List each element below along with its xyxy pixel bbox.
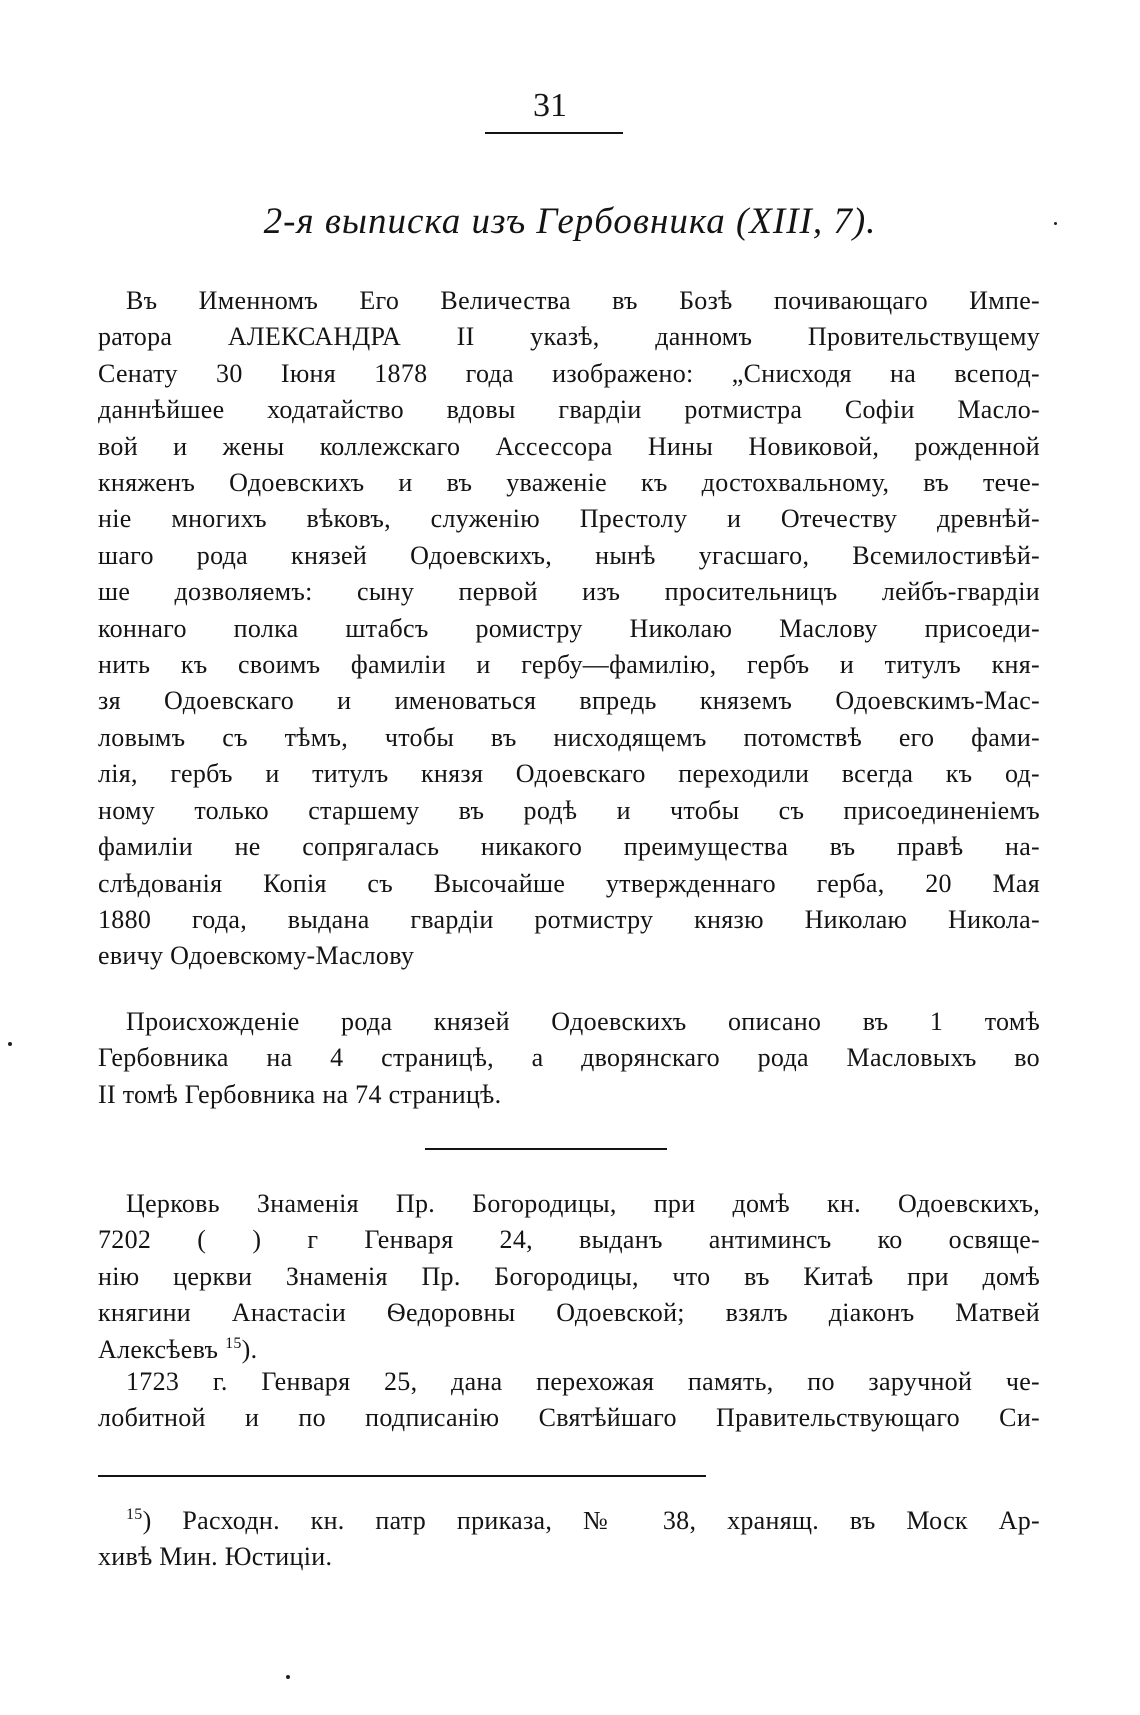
- text-fragment: ) Расходн. кн. патр приказа, № 38, хранящ. въ Моск Ар-: [142, 1506, 1040, 1535]
- text-line: II томѣ Гербовника на 74 страницѣ.: [98, 1079, 502, 1109]
- page-number: 31: [533, 87, 567, 124]
- text-line: Церковь Знаменія Пр. Богородицы, при домѣ кн. Одоевскихъ,: [126, 1189, 1040, 1218]
- text-line: зя Одоевскаго и именоваться впредь княземъ Одоевскимъ-Мас-: [98, 686, 1040, 716]
- text-line: лія, гербъ и титулъ князя Одоевскаго переходили всегда къ од-: [98, 759, 1040, 789]
- text-line: княженъ Одоевскихъ и въ уваженіе къ достохвальному, въ тече-: [98, 468, 1040, 498]
- text-line: евичу Одоевскому-Маслову: [98, 941, 415, 971]
- text-line: ше дозволяемъ: сыну первой изъ просительницъ лейбъ-гвардіи: [98, 577, 1040, 607]
- text-line: ратора АЛЕКСАНДРА II указѣ, данномъ Провительствущему: [98, 322, 1040, 352]
- paragraph-origin: [98, 1004, 1040, 1113]
- footnote-marker: 15: [126, 1506, 143, 1523]
- section-heading: 2-я выписка изъ Гербовника (XIII, 7).: [263, 201, 877, 242]
- footnote-line: хивѣ Мин. Юстиціи.: [98, 1542, 333, 1572]
- print-speck: [1054, 222, 1057, 225]
- text-line: княгини Анастасіи Ѳедоровны Одоевской; взялъ діаконъ Матвей: [98, 1298, 1040, 1328]
- text-line: коннаго полка штабсъ ромистру Николаю Маслову присоеди-: [98, 613, 1040, 643]
- text-line: лобитной и по подписанію Святѣйшаго Правительствующаго Си-: [98, 1403, 1040, 1433]
- text-line: Въ Именномъ Его Величества въ Бозѣ почивающаго Импе-: [126, 286, 1040, 315]
- text-line: [98, 1332, 1040, 1368]
- text-line: фамиліи не сопрягалась никакого преимуществa въ правѣ на-: [98, 832, 1040, 862]
- text-fragment: ).: [241, 1334, 258, 1364]
- footnote: [98, 1503, 1040, 1576]
- page-number-rule: [485, 132, 623, 134]
- text-line: ловымъ съ тѣмъ, чтобы въ нисходящемъ потомствѣ его фами-: [98, 722, 1040, 752]
- text-line: вой и жены коллежскаго Ассессора Нины Новиковой, рожденной: [98, 431, 1040, 461]
- text-line: 1723 г. Генваря 25, дана перехожая память, по заручной че-: [126, 1367, 1040, 1396]
- print-speck: [8, 1042, 12, 1046]
- paragraph-decree: [98, 283, 1040, 975]
- text-line: 7202 ( ) г Генваря 24, выданъ антиминсъ ко освяще-: [98, 1225, 1040, 1255]
- paragraph-memo: [98, 1364, 1040, 1437]
- text-line: ному только старшему въ родѣ и чтобы съ присоединеніемъ: [98, 795, 1040, 825]
- text-line: Сенату 30 Іюня 1878 года изображено: „Снисходя на всепод-: [98, 358, 1040, 388]
- text-fragment: Алексѣевъ: [98, 1334, 219, 1364]
- footnote-rule: [98, 1475, 706, 1477]
- text-line: нію церкви Знаменія Пр. Богородицы, что въ Китаѣ при домѣ: [98, 1261, 1040, 1291]
- section-divider: [425, 1148, 667, 1150]
- footnote-reference: 15: [225, 1334, 242, 1352]
- text-line: шаго рода князей Одоевскихъ, нынѣ угасшаго, Всемилостивѣй-: [98, 540, 1040, 570]
- paragraph-church: [98, 1186, 1040, 1368]
- footnote-line: [98, 1503, 1040, 1539]
- text-line: 1880 года, выдана гвардіи ротмистру князю Николаю Никола-: [98, 904, 1040, 934]
- print-speck: [286, 1675, 290, 1679]
- text-line: Гербовника на 4 страницѣ, а дворянскаго рода Масловыхъ во: [98, 1043, 1040, 1073]
- text-line: даннѣйшее ходатайство вдовы гвардіи ротмистра Софіи Масло-: [98, 395, 1040, 425]
- text-line: нить къ своимъ фамиліи и гербу—фамилію, гербъ и титулъ кня-: [98, 650, 1040, 680]
- text-line: ніе многихъ вѣковъ, служенію Престолу и Отечеству древнѣй-: [98, 504, 1040, 534]
- text-line: слѣдованія Копія съ Высочайше утвержденнаго герба, 20 Мая: [98, 868, 1040, 898]
- text-line: Происхожденіе рода князей Одоевскихъ описано въ 1 томѣ: [126, 1007, 1040, 1036]
